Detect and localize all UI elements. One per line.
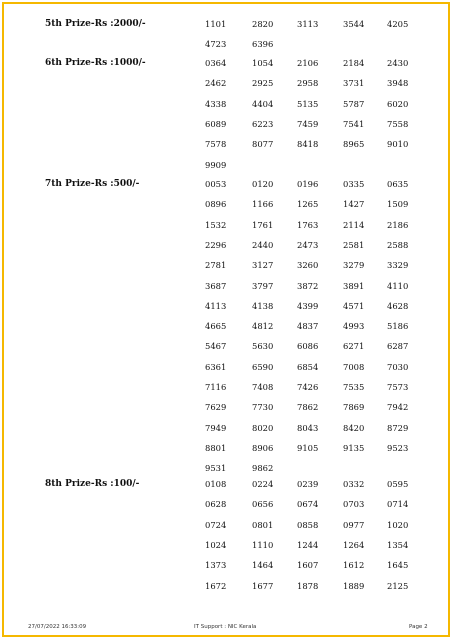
winning-number: 0896 xyxy=(205,199,227,209)
winning-number: 4665 xyxy=(205,321,227,331)
winning-number: 9135 xyxy=(343,443,365,453)
winning-number: 3279 xyxy=(343,260,365,270)
number-row xyxy=(4,76,448,90)
winning-number: 1761 xyxy=(252,220,274,230)
winning-number: 7862 xyxy=(297,402,319,412)
prize-label: 6th Prize-Rs :1000/- xyxy=(45,58,146,68)
number-row xyxy=(4,461,448,475)
winning-number: 2925 xyxy=(252,78,274,88)
winning-number: 5787 xyxy=(343,99,365,109)
winning-number: 7008 xyxy=(343,362,365,372)
winning-number: 4837 xyxy=(297,321,319,331)
winning-number: 0724 xyxy=(205,520,227,530)
winning-number: 5467 xyxy=(205,341,227,351)
winning-number: 6271 xyxy=(343,341,365,351)
winning-number: 1265 xyxy=(297,199,319,209)
winning-number: 7629 xyxy=(205,402,227,412)
winning-number: 2114 xyxy=(343,220,365,230)
winning-number: 2462 xyxy=(205,78,227,88)
number-row xyxy=(4,238,448,252)
number-row xyxy=(4,579,448,593)
winning-number: 6089 xyxy=(205,119,227,129)
number-row xyxy=(4,197,448,211)
winning-number: 4812 xyxy=(252,321,274,331)
winning-number: 1354 xyxy=(387,540,409,550)
number-row xyxy=(4,380,448,394)
winning-number: 8801 xyxy=(205,443,227,453)
winning-number: 3891 xyxy=(343,281,365,291)
winning-number: 1020 xyxy=(387,520,409,530)
winning-number: 3260 xyxy=(297,260,319,270)
winning-number: 4571 xyxy=(343,301,365,311)
number-row xyxy=(4,339,448,353)
winning-number: 4338 xyxy=(205,99,227,109)
number-row xyxy=(4,497,448,511)
winning-number: 7030 xyxy=(387,362,409,372)
winning-number: 2581 xyxy=(343,240,365,250)
winning-number: 0635 xyxy=(387,179,409,189)
winning-number: 7408 xyxy=(252,382,274,392)
winning-number: 1763 xyxy=(297,220,319,230)
footer-page-number: Page 2 xyxy=(409,624,428,630)
winning-number: 4399 xyxy=(297,301,319,311)
winning-number: 0239 xyxy=(297,479,319,489)
prize-label: 5th Prize-Rs :2000/- xyxy=(45,19,146,29)
winning-number: 2588 xyxy=(387,240,409,250)
number-row xyxy=(4,441,448,455)
winning-number: 2186 xyxy=(387,220,409,230)
number-row xyxy=(4,258,448,272)
lottery-result-page xyxy=(2,2,450,637)
winning-number: 8729 xyxy=(387,423,409,433)
winning-number: 4113 xyxy=(205,301,227,311)
winning-number: 7869 xyxy=(343,402,365,412)
winning-number: 7116 xyxy=(205,382,227,392)
winning-number: 7578 xyxy=(205,139,227,149)
number-row xyxy=(4,558,448,572)
winning-number: 0108 xyxy=(205,479,227,489)
winning-number: 2440 xyxy=(252,240,274,250)
winning-number: 5135 xyxy=(297,99,319,109)
winning-number: 4993 xyxy=(343,321,365,331)
winning-number: 2958 xyxy=(297,78,319,88)
winning-number: 0674 xyxy=(297,499,319,509)
winning-number: 1878 xyxy=(297,581,319,591)
winning-number: 3329 xyxy=(387,260,409,270)
winning-number: 9105 xyxy=(297,443,319,453)
winning-number: 0977 xyxy=(343,520,365,530)
winning-number: 8965 xyxy=(343,139,365,149)
winning-number: 1264 xyxy=(343,540,365,550)
winning-number: 7459 xyxy=(297,119,319,129)
winning-number: 7541 xyxy=(343,119,365,129)
winning-number: 7730 xyxy=(252,402,274,412)
number-row xyxy=(4,117,448,131)
winning-number: 9531 xyxy=(205,463,227,473)
winning-number: 1672 xyxy=(205,581,227,591)
number-row xyxy=(4,319,448,333)
number-row xyxy=(4,518,448,532)
winning-number: 0628 xyxy=(205,499,227,509)
prize-label: 7th Prize-Rs :500/- xyxy=(45,179,140,189)
number-row xyxy=(4,56,448,70)
winning-number: 0656 xyxy=(252,499,274,509)
winning-number: 1645 xyxy=(387,560,409,570)
number-row xyxy=(4,158,448,172)
winning-number: 2781 xyxy=(205,260,227,270)
number-row xyxy=(4,538,448,552)
winning-number: 7949 xyxy=(205,423,227,433)
winning-number: 7573 xyxy=(387,382,409,392)
winning-number: 6590 xyxy=(252,362,274,372)
winning-number: 0364 xyxy=(205,58,227,68)
winning-number: 1532 xyxy=(205,220,227,230)
number-row xyxy=(4,218,448,232)
winning-number: 3113 xyxy=(297,19,319,29)
winning-number: 3544 xyxy=(343,19,365,29)
winning-number: 8420 xyxy=(343,423,365,433)
winning-number: 4110 xyxy=(387,281,409,291)
winning-number: 1101 xyxy=(205,19,227,29)
winning-number: 7535 xyxy=(343,382,365,392)
winning-number: 7558 xyxy=(387,119,409,129)
winning-number: 1373 xyxy=(205,560,227,570)
winning-number: 8077 xyxy=(252,139,274,149)
winning-number: 0595 xyxy=(387,479,409,489)
number-row xyxy=(4,477,448,491)
number-row xyxy=(4,299,448,313)
footer-timestamp: 27/07/2022 16:33:09 xyxy=(28,624,87,630)
winning-number: 0858 xyxy=(297,520,319,530)
winning-number: 1509 xyxy=(387,199,409,209)
winning-number: 1244 xyxy=(297,540,319,550)
winning-number: 1607 xyxy=(297,560,319,570)
winning-number: 9909 xyxy=(205,160,227,170)
winning-number: 2184 xyxy=(343,58,365,68)
winning-number: 7426 xyxy=(297,382,319,392)
winning-number: 2473 xyxy=(297,240,319,250)
page-footer xyxy=(4,624,448,634)
winning-number: 5186 xyxy=(387,321,409,331)
winning-number: 4628 xyxy=(387,301,409,311)
winning-number: 8043 xyxy=(297,423,319,433)
winning-number: 6361 xyxy=(205,362,227,372)
number-row xyxy=(4,97,448,111)
winning-number: 1427 xyxy=(343,199,365,209)
winning-number: 0332 xyxy=(343,479,365,489)
winning-number: 8020 xyxy=(252,423,274,433)
winning-number: 4205 xyxy=(387,19,409,29)
number-row xyxy=(4,137,448,151)
winning-number: 3731 xyxy=(343,78,365,88)
number-row xyxy=(4,421,448,435)
winning-number: 2125 xyxy=(387,581,409,591)
winning-number: 0801 xyxy=(252,520,274,530)
winning-number: 1054 xyxy=(252,58,274,68)
winning-number: 6287 xyxy=(387,341,409,351)
winning-number: 8418 xyxy=(297,139,319,149)
number-row xyxy=(4,400,448,414)
winning-number: 0224 xyxy=(252,479,274,489)
number-row xyxy=(4,177,448,191)
number-row xyxy=(4,17,448,31)
winning-number: 6396 xyxy=(252,39,274,49)
winning-number: 1677 xyxy=(252,581,274,591)
winning-number: 4404 xyxy=(252,99,274,109)
winning-number: 8906 xyxy=(252,443,274,453)
winning-number: 2106 xyxy=(297,58,319,68)
winning-number: 3872 xyxy=(297,281,319,291)
winning-number: 2430 xyxy=(387,58,409,68)
winning-number: 1464 xyxy=(252,560,274,570)
winning-number: 7942 xyxy=(387,402,409,412)
winning-number: 0196 xyxy=(297,179,319,189)
winning-number: 1110 xyxy=(252,540,274,550)
winning-number: 9862 xyxy=(252,463,274,473)
winning-number: 0714 xyxy=(387,499,409,509)
winning-number: 6020 xyxy=(387,99,409,109)
winning-number: 1166 xyxy=(252,199,274,209)
winning-number: 1612 xyxy=(343,560,365,570)
footer-support: IT Support : NIC Kerala xyxy=(194,624,257,630)
winning-number: 0053 xyxy=(205,179,227,189)
winning-number: 3948 xyxy=(387,78,409,88)
winning-number: 0703 xyxy=(343,499,365,509)
prize-label: 8th Prize-Rs :100/- xyxy=(45,479,140,489)
winning-number: 2820 xyxy=(252,19,274,29)
winning-number: 3127 xyxy=(252,260,274,270)
winning-number: 5630 xyxy=(252,341,274,351)
winning-number: 4138 xyxy=(252,301,274,311)
winning-number: 9010 xyxy=(387,139,409,149)
winning-number: 3797 xyxy=(252,281,274,291)
winning-number: 1889 xyxy=(343,581,365,591)
winning-number: 6086 xyxy=(297,341,319,351)
winning-number: 0120 xyxy=(252,179,274,189)
winning-number: 4723 xyxy=(205,39,227,49)
winning-number: 0335 xyxy=(343,179,365,189)
winning-number: 2296 xyxy=(205,240,227,250)
winning-number: 1024 xyxy=(205,540,227,550)
number-row xyxy=(4,37,448,51)
number-row xyxy=(4,279,448,293)
winning-number: 3687 xyxy=(205,281,227,291)
winning-number: 6223 xyxy=(252,119,274,129)
winning-number: 6854 xyxy=(297,362,319,372)
winning-number: 9523 xyxy=(387,443,409,453)
number-row xyxy=(4,360,448,374)
